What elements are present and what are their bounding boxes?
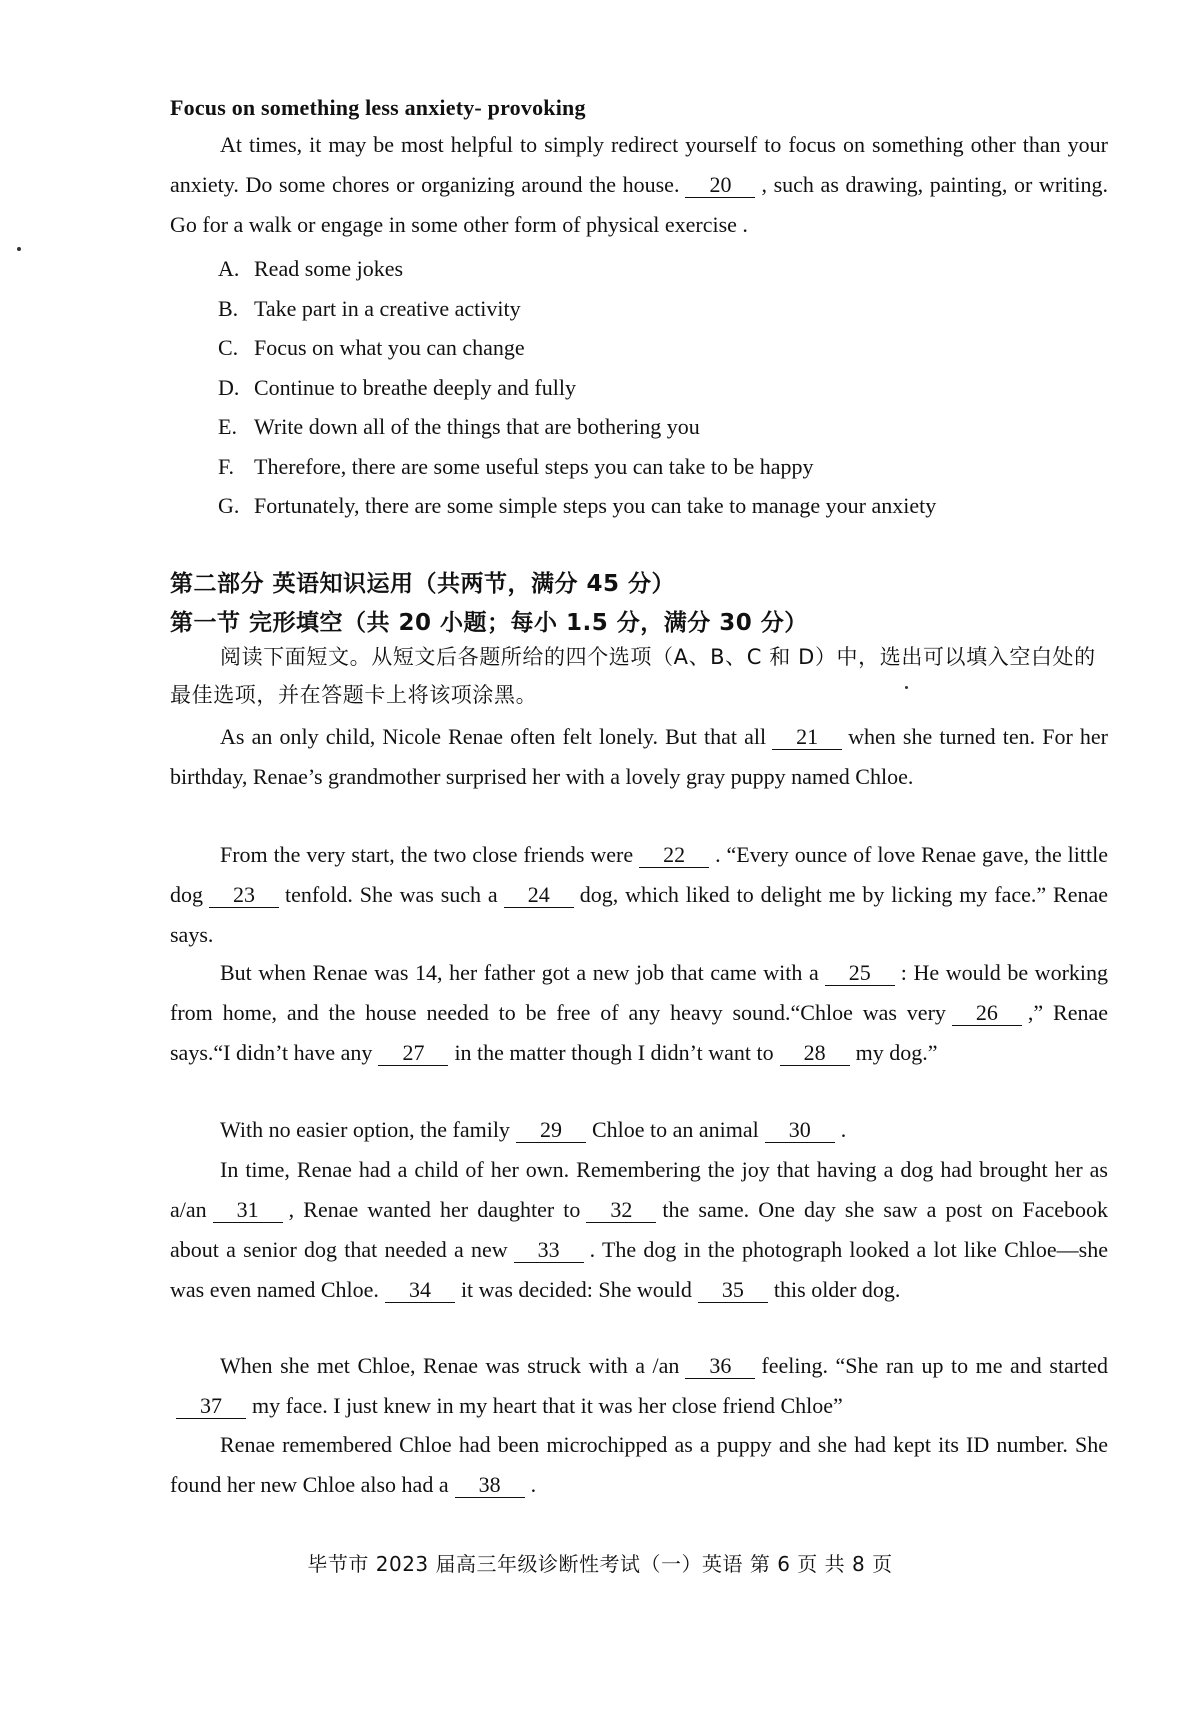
cloze-text: When she met Chloe, Renae was struck with a /an [220,1353,680,1378]
cloze-paragraph-2 [170,835,1108,955]
cloze-text: this older dog. [773,1277,901,1302]
cloze-text: . The dog in the photograph looked a lot like Chloe—she was even named Chloe. [170,1237,1109,1302]
blank-37[interactable]: 37 [176,1394,246,1419]
option-text: Write down all of the things that are bothering you [254,414,700,439]
option-text: Therefore, there are some useful steps you can take to be happy [254,453,814,479]
intro-text-1: At times, it may be most helpful to simply redirect yourself to focus on something other than your anxiety. Do some chores or organizing around the house. [170,132,1108,197]
cloze-text: dog, which liked to delight me by licking my face.” Renae says. [170,882,1108,947]
scan-speck [17,247,21,251]
option-text: Fortunately, there are some simple steps you can take to manage your anxiety [254,493,937,518]
blank-32[interactable]: 32 [586,1198,656,1223]
part-two-title: 第二部分 英语知识运用（共两节，满分 45 分） [170,571,676,597]
option-text: Read some jokes [254,256,404,281]
blank-20[interactable]: 20 [685,173,755,198]
cloze-text: my dog.” [855,1040,938,1065]
cloze-text: in the matter though I didn’t want to [454,1040,774,1065]
cloze-text: From the very start, the two close friends were [220,842,634,867]
blank-31[interactable]: 31 [213,1198,283,1223]
instructions: 阅读下面短文。从短文后各题所给的四个选项（A、B、C 和 D）中，选出可以填入空白处的最佳选项，并在答题卡上将该项涂黑。 [170,645,1096,707]
option-text: Focus on what you can change [254,335,525,360]
blank-25[interactable]: 25 [825,961,895,986]
blank-36[interactable]: 36 [685,1354,755,1379]
cloze-text: : He would be working from home, and the house needed to be free of any heavy sound.“Chloe was very [170,960,1109,1025]
cloze-paragraph-5 [170,1150,1108,1310]
scan-speck [905,686,908,689]
cloze-paragraph-7 [170,1425,1108,1505]
option-letter: A. [218,256,240,281]
cloze-text: tenfold. She was such a [285,882,498,907]
option-e [218,407,936,447]
section-heading: Focus on something less anxiety- provoking [170,95,586,120]
option-letter: D. [218,374,240,400]
blank-24[interactable]: 24 [504,883,574,908]
option-letter: F. [218,453,234,479]
blank-28[interactable]: 28 [780,1041,850,1066]
cloze-text: Chloe to an animal [591,1117,759,1142]
cloze-text: . “Every ounce of love Renae gave, the little dog [170,842,1108,907]
blank-21[interactable]: 21 [772,725,842,750]
cloze-text: the same. One day she saw a post on Facebook about a senior dog that needed a new [170,1197,1108,1262]
cloze-text: ,” Renae says.“I didn’t have any [170,1000,1109,1065]
option-letter: G. [218,493,240,518]
option-d [218,368,936,408]
option-g [218,486,936,526]
cloze-text: it was decided: She would [460,1277,692,1302]
cloze-text: , Renae wanted her daughter to [288,1197,581,1222]
option-f [218,447,936,487]
option-letter: B. [218,295,239,321]
cloze-text: my face. I just knew in my heart that it was her close friend Chloe” [252,1393,843,1418]
cloze-text: Renae remembered Chloe had been microchipped as a puppy and she had kept its ID number. She found her new Chloe also had a [170,1432,1108,1497]
option-a [218,249,936,289]
option-text: Continue to breathe deeply and fully [254,374,576,400]
blank-22[interactable]: 22 [639,843,709,868]
blank-30[interactable]: 30 [765,1118,835,1143]
cloze-paragraph-4 [170,1110,1108,1150]
option-text: Take part in a creative activity [254,295,521,321]
cloze-text: With no easier option, the family [220,1117,510,1142]
intro-paragraph [170,125,1108,245]
cloze-text: As an only child, Nicole Renae often felt lonely. But that all [220,724,767,749]
blank-29[interactable]: 29 [516,1118,586,1143]
blank-33[interactable]: 33 [514,1238,584,1263]
cloze-paragraph-6 [170,1346,1108,1426]
option-c [218,328,936,368]
option-letter: E. [218,414,237,439]
option-letter: C. [218,335,239,360]
page-footer: 毕节市 2023 届高三年级诊断性考试（一）英语 第 6 页 共 8 页 [307,1552,893,1576]
cloze-text: feeling. “She ran up to me and started [761,1353,1108,1378]
blank-35[interactable]: 35 [698,1278,768,1303]
cloze-text: In time, Renae had a child of her own. Remembering the joy that having a dog had brought her as a/an [170,1157,1108,1222]
cloze-text: . [840,1117,847,1142]
intro-text-2: , such as drawing, painting, or writing. Go for a walk or engage in some other form of physical exercise . [170,172,1108,237]
cloze-paragraph-1 [170,717,1108,797]
blank-27[interactable]: 27 [378,1041,448,1066]
cloze-paragraph-3 [170,953,1108,1073]
option-b [218,289,936,329]
blank-38[interactable]: 38 [455,1473,525,1498]
blank-34[interactable]: 34 [385,1278,455,1303]
cloze-text: But when Renae was 14, her father got a new job that came with a [220,960,819,985]
section-one-title: 第一节 完形填空（共 20 小题；每小 1.5 分，满分 30 分） [170,610,808,636]
blank-23[interactable]: 23 [209,883,279,908]
options-list [218,249,936,526]
cloze-text: when she turned ten. For her birthday, Renae’s grandmother surprised her with a lovely gray puppy named Chloe. [170,724,1108,789]
blank-26[interactable]: 26 [952,1001,1022,1026]
cloze-text: . [530,1472,537,1497]
